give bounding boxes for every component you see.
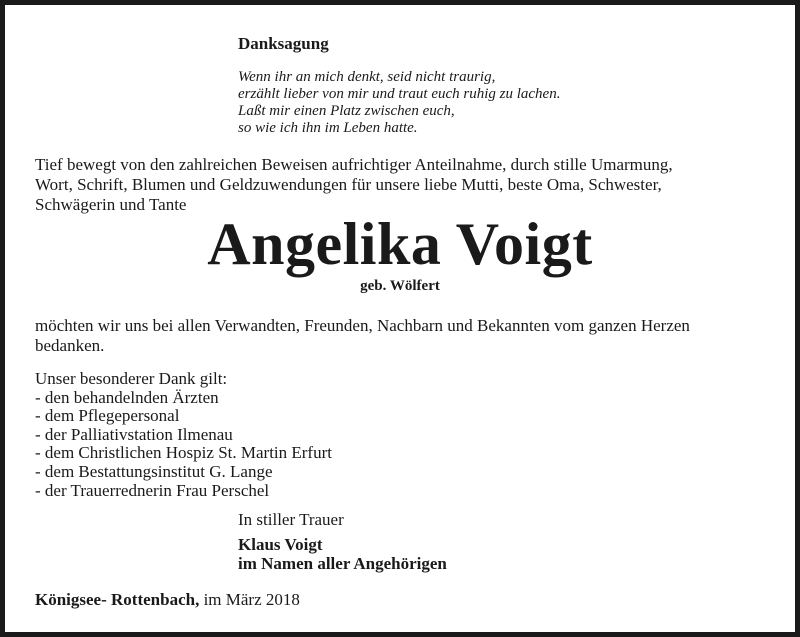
signer-name: Klaus Voigt [238, 535, 323, 554]
intro-paragraph [35, 155, 673, 215]
poem-line: Laßt mir einen Platz zwischen euch, [238, 103, 455, 119]
place-date-text: im März 2018 [203, 590, 300, 609]
signers [238, 535, 447, 573]
special-thanks-title: Unser besonderer Dank gilt: [35, 369, 228, 388]
signer-family: im Namen aller Angehörigen [238, 554, 447, 573]
intro-line: Schwägerin und Tante [35, 195, 187, 214]
place-date [35, 590, 300, 610]
birth-name: geb. Wölfert [360, 278, 440, 294]
thanks-line: möchten wir uns bei allen Verwandten, Freunden, Nachbarn und Bekannten vom ganzen Herzen [35, 316, 690, 335]
thanks-paragraph [35, 316, 690, 356]
intro-line: Tief bewegt von den zahlreichen Beweisen aufrichtiger Anteilnahme, durch stille Umarmung, [35, 155, 673, 174]
deceased-name: Angelika Voigt [207, 211, 593, 277]
special-thanks-item: - dem Christlichen Hospiz St. Martin Erfurt [35, 443, 332, 463]
mourning-line: In stiller Trauer [238, 510, 344, 529]
special-thanks-item: - der Trauerrednerin Frau Perschel [35, 480, 270, 500]
special-thanks-item: - dem Bestattungsinstitut G. Lange [35, 461, 273, 481]
special-thanks [35, 370, 332, 500]
special-thanks-item: - den behandelnden Ärzten [35, 387, 219, 407]
intro-line: Wort, Schrift, Blumen und Geldzuwendungen für unsere liebe Mutti, beste Oma, Schwester, [35, 175, 662, 194]
place-town: Königsee- Rottenbach, [35, 590, 200, 609]
poem-line: so wie ich ihn im Leben hatte. [238, 120, 418, 136]
special-thanks-item: - dem Pflegepersonal [35, 406, 180, 426]
poem [238, 69, 560, 137]
thanks-line: bedanken. [35, 336, 105, 355]
poem-line: erzählt lieber von mir und traut euch ruhig zu lachen. [238, 86, 561, 102]
poem-line: Wenn ihr an mich denkt, seid nicht traurig, [238, 69, 496, 85]
notice-heading: Danksagung [238, 34, 329, 53]
special-thanks-item: - der Palliativstation Ilmenau [35, 424, 233, 444]
